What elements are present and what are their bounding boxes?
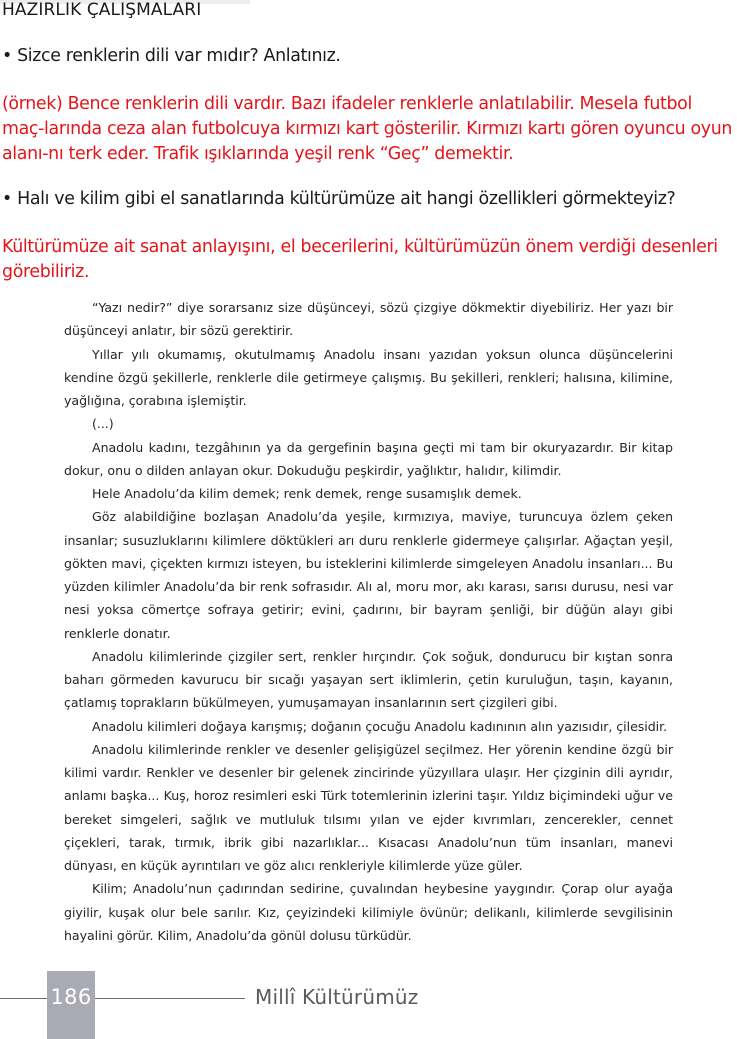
- paragraph: (...): [92, 416, 114, 432]
- paragraph: Anadolu kilimleri doğaya karışmış; doğanın çocuğu Anadolu kadınının alın yazısıdır, çilesidir.: [92, 718, 668, 734]
- paragraph: Anadolu kilimlerinde çizgiler sert, renkler hırçındır. Çok soğuk, dondurucu bir kıştan sonra baharı görmeden kavurucu bir sıcağı yaşayan sert iklimlerin, çetin kuruluğun, taşın, kayanın, çatlamış toprakların bükülmeyen, yumuşamayan insanlarının sert çizgileri gibi.: [64, 648, 673, 711]
- page-number: 186: [50, 985, 92, 1009]
- reading-text: [64, 296, 673, 947]
- paragraph: “Yazı nedir?” diye sorarsanız size düşünceyi, sözü çizgiye dökmektir diyebiliriz. Her yazı bir düşünceyi anlatır, bir sözü gerektirir.: [64, 300, 673, 339]
- paragraph: Göz alabildiğine bozlaşan Anadolu’da yeşile, kırmızıya, maviye, turuncuya özlem çeken insanlar; susuzluklarını kilimlere döktükleri arı duru renklerle gidermeye çalışırlar. Ağaçtan yeşil, gökten mavi, çiçekten kırmızı isteyen, bu isteklerini kilimlerde simgeleyen Anadolu insanları... Bu yüzden kilimler Anadolu’da bir renk sofrasıdır. Alı al, moru mor, akı karası, sarısı durusu, nesi var nesi yoksa cömertçe sofraya getirir; evini, çadırını, bir bayram şenliği, bir düğün alayı gibi renklerle donatır.: [64, 509, 673, 641]
- footer-divider: [0, 998, 245, 999]
- question-1: • Sizce renklerin dili var mıdır? Anlatınız.: [2, 46, 341, 66]
- book-title: Millî Kültürümüz: [255, 985, 419, 1009]
- paragraph: Yıllar yılı okumamış, okutulmamış Anadolu insanı yazıdan yoksun olunca düşüncelerini kendine özgü şekillerle, renklerle dile getirmeye çalışmış. Bu şekilleri, renkleri; halısına, kilimine, yağlığına, çorabına işlemiştir.: [64, 346, 673, 408]
- paragraph: Anadolu kilimlerinde renkler ve desenler gelişigüzel seçilmez. Her yörenin kendine özgü bir kilimi vardır. Renkler ve desenler bir gelenek zincirinde yüzyıllara ulaşır. Her çizginin dili ayrıdır, anlamı başka... Kuş, horoz resimleri eski Türk totemlerinin izlerini taşır. Yıldız biçimindeki uğur ve bereket simgeleri, sağlık ve mutluluk tılsımı yılan ve ejder kıvrımları, zencerekler, cennet çiçekleri, tarak, tırmık, ibrik gibi nazarlıklar... Kısacası Anadolu’nun tüm insanları, manevi dünyası, en küçük ayrıntıları ve göz alıcı renkleriyle kilimlerde yüze güler.: [64, 741, 673, 873]
- paragraph: Hele Anadolu’da kilim demek; renk demek, renge susamışlık demek.: [92, 486, 522, 501]
- paragraph: Anadolu kadını, tezgâhının ya da gergefinin başına geçti mi tam bir okuryazardır. Bir kitap dokur, onu o dilden anlayan okur. Dokuduğu peşkirdir, yağlıktır, halıdır, kilimdir.: [64, 439, 673, 478]
- section-heading: HAZIRLIK ÇALIŞMALARI: [2, 0, 202, 20]
- answer-2: Kültürümüze ait sanat anlayışını, el becerilerini, kültürümüzün önem verdiği desenleri görebiliriz.: [2, 237, 718, 282]
- paragraph: Kilim; Anadolu’nun çadırından sedirine, çuvalından heybesine yaygındır. Çorap olur ayağa giyilir, kuşak olur bele sarılır. Kız, çeyizindeki kilimiyle övünür; delikanlı, kilimlerde sevgilisinin hayalini görür. Kilim, Anadolu’da gönül dolusu türküdür.: [64, 881, 673, 943]
- answer-1: (örnek) Bence renklerin dili vardır. Bazı ifadeler renklerle anlatılabilir. Mesela futbol maç-larında ceza alan futbolcuya kırmızı kart gösterilir. Kırmızı kartı gören oyuncu oyun alanı-nı terk eder. Trafik ışıklarında yeşil renk “Geç” demektir.: [2, 94, 733, 164]
- question-2: • Halı ve kilim gibi el sanatlarında kültürümüze ait hangi özellikleri görmekteyiz?: [2, 189, 676, 209]
